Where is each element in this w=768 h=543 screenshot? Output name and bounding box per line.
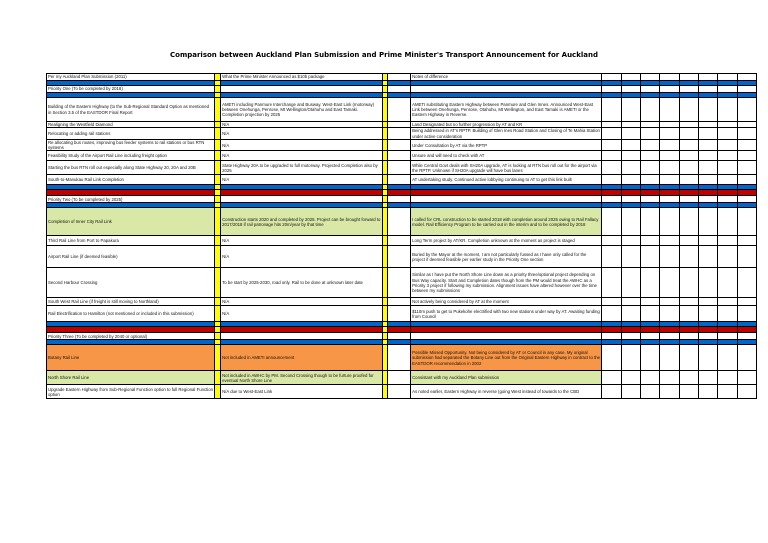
- spacer-cell: [679, 86, 698, 93]
- spacer-cell: [718, 333, 737, 340]
- p3-row-0-col2: Not included in AMETI announcement: [221, 345, 383, 371]
- p2-row-5-col3: $110m push to get to Pukekohe electrified with two new stations under way by AT. Awaiting funding from Council: [411, 306, 602, 322]
- spacer-cell: [718, 196, 737, 203]
- spacer-cell: [640, 385, 659, 399]
- document-title: Comparison between Auckland Plan Submission and Prime Minister's Transport Announcement for Auckland: [170, 51, 598, 59]
- spacer-cell: [718, 175, 737, 185]
- p2-row-4-col1: South West Rail Line (if freight is still moving to Northland): [47, 298, 215, 306]
- table-row: [47, 151, 757, 161]
- spacer-cell: [388, 128, 411, 140]
- spacer-cell: [388, 268, 411, 298]
- spacer-cell: [660, 306, 679, 322]
- spacer-cell: [602, 333, 621, 340]
- spacer-cell: [602, 268, 621, 298]
- p2-row-3-col2: To be start by 2025-2030, road only. Rail to be done at unknown later date: [221, 268, 383, 298]
- p2-row-2-col1: Airport Rail Line (if deemed feasible): [47, 246, 215, 268]
- spacer-cell: [660, 196, 679, 203]
- spacer-cell: [621, 306, 640, 322]
- spacer-cell: [660, 345, 679, 371]
- table-row: [47, 306, 757, 322]
- spacer-cell: [660, 74, 679, 81]
- table-row: [47, 236, 757, 246]
- p2-row-2-col3: Buried by the Mayor at the moment, I am not particularly fussed as I have only called for the project if deemed feasible per earlier study in the Priority One section: [411, 246, 602, 268]
- spacer-cell: [737, 246, 756, 268]
- spacer-cell: [621, 74, 640, 81]
- spacer-cell: [388, 139, 411, 151]
- p3-row-1-col1: North Shore Rail Line: [47, 371, 215, 385]
- table-body: [47, 74, 757, 399]
- spacer-cell: [411, 333, 602, 340]
- spacer-cell: [698, 128, 717, 140]
- priority-one-row: [47, 86, 757, 93]
- spacer-cell: [602, 345, 621, 371]
- spacer-cell: [660, 175, 679, 185]
- spacer-cell: [621, 268, 640, 298]
- spacer-cell: [640, 208, 659, 236]
- spacer-cell: [388, 86, 411, 93]
- spacer-cell: [698, 74, 717, 81]
- spacer-cell: [737, 175, 756, 185]
- spacer-cell: [640, 151, 659, 161]
- p2-row-1-col2: N/A: [221, 236, 383, 246]
- p2-row-4-col2: N/A: [221, 298, 383, 306]
- spacer-cell: [718, 128, 737, 140]
- spacer-cell: [660, 139, 679, 151]
- spacer-cell: [718, 345, 737, 371]
- spacer-cell: [698, 151, 717, 161]
- spacer-cell: [388, 306, 411, 322]
- table-row: [47, 98, 757, 122]
- p1-row-2-col1: Relocating or adding rail stations: [47, 128, 215, 140]
- spacer-cell: [621, 333, 640, 340]
- p1-row-1-col2: N/A: [221, 122, 383, 128]
- spacer-cell: [679, 345, 698, 371]
- p3-row-0-col1: Botany Rail Line: [47, 345, 215, 371]
- spacer-cell: [602, 128, 621, 140]
- spacer-cell: [640, 139, 659, 151]
- spacer-cell: [660, 268, 679, 298]
- table-row: [47, 175, 757, 185]
- p1-row-5-col1: Starting the bus RTN roll out especially along State Highway 20, 20A and 20B: [47, 161, 215, 175]
- spacer-cell: [737, 139, 756, 151]
- spacer-cell: [621, 246, 640, 268]
- spacer-cell: [679, 385, 698, 399]
- p3-row-1-col3: Consistant with my Auckland Plan submission: [411, 371, 602, 385]
- spacer-cell: [640, 298, 659, 306]
- spacer-cell: [698, 86, 717, 93]
- table-row: [47, 208, 757, 236]
- spacer-cell: [640, 345, 659, 371]
- spacer-cell: [640, 98, 659, 122]
- p2-row-5-col2: N/A: [221, 306, 383, 322]
- spacer-cell: [640, 246, 659, 268]
- spacer-cell: [660, 371, 679, 385]
- header-col1: Per my Auckland Plan Submission (2011): [47, 74, 215, 81]
- p1-row-4-col3: Unsure and will need to check with AT: [411, 151, 602, 161]
- p1-row-3-col2: N/A: [221, 139, 383, 151]
- spacer-cell: [718, 208, 737, 236]
- spacer-cell: [698, 246, 717, 268]
- spacer-cell: [602, 306, 621, 322]
- spacer-cell: [621, 385, 640, 399]
- p1-row-3-col1: Re allocating bus routes, improving bus feeder systems to rail stations or bus RTN systems: [47, 139, 215, 151]
- spacer-cell: [698, 298, 717, 306]
- spacer-cell: [698, 333, 717, 340]
- spacer-cell: [640, 86, 659, 93]
- spacer-cell: [621, 208, 640, 236]
- spacer-cell: [718, 385, 737, 399]
- spacer-cell: [660, 236, 679, 246]
- p2-row-1-col1: Third Rail Line from Port to Papakura: [47, 236, 215, 246]
- spacer-cell: [679, 306, 698, 322]
- spacer-cell: [660, 298, 679, 306]
- spacer-cell: [737, 86, 756, 93]
- p3-row-2-col1: Upgrade Eastern Highway from Sub-Regional Function option to full Regional Function option: [48, 386, 214, 397]
- p1-row-2-col3: Being addressed in AT's RPTP. Building of Glen Ines Road Station and Closing of Te Mahia Station under active consideration: [412, 128, 600, 139]
- spacer-cell: [718, 268, 737, 298]
- spacer-cell: [679, 371, 698, 385]
- spacer-cell: [221, 333, 383, 340]
- spacer-cell: [737, 333, 756, 340]
- spacer-cell: [660, 246, 679, 268]
- p1-row-6-col1: South-to-Manukau Rail Link Completion: [47, 175, 215, 185]
- spacer-cell: [660, 333, 679, 340]
- spacer-cell: [602, 98, 621, 122]
- spacer-cell: [602, 151, 621, 161]
- spacer-cell: [221, 196, 383, 203]
- p1-row-4-col2: N/A: [221, 151, 383, 161]
- p2-row-1-col3: Long Term project by AT/KR. Completion unknown at the moment as project is staged: [411, 236, 602, 246]
- spacer-cell: [737, 371, 756, 385]
- spacer-cell: [388, 74, 411, 81]
- spacer-cell: [698, 175, 717, 185]
- spacer-cell: [698, 161, 717, 175]
- priority-one-col1: Priority One (To be completed by 2018): [47, 86, 215, 93]
- table-row: [47, 128, 757, 140]
- spacer-cell: [660, 385, 679, 399]
- spacer-cell: [737, 385, 756, 399]
- spacer-cell: [621, 371, 640, 385]
- spacer-cell: [718, 98, 737, 122]
- spacer-cell: [602, 371, 621, 385]
- spacer-cell: [660, 98, 679, 122]
- spacer-cell: [388, 246, 411, 268]
- spacer-cell: [388, 298, 411, 306]
- spacer-cell: [388, 151, 411, 161]
- spacer-cell: [602, 139, 621, 151]
- priority-two-col1: Priority Two (To be completed by 2025): [47, 196, 215, 203]
- spacer-cell: [737, 74, 756, 81]
- spacer-cell: [388, 345, 411, 371]
- spacer-cell: [660, 86, 679, 93]
- spacer-cell: [718, 139, 737, 151]
- spacer-cell: [698, 306, 717, 322]
- spacer-cell: [698, 208, 717, 236]
- spacer-cell: [640, 175, 659, 185]
- priority-three-col1: Priority Three (To be completed by 2040 or optional): [47, 333, 215, 340]
- spacer-cell: [679, 74, 698, 81]
- spacer-cell: [679, 298, 698, 306]
- spacer-cell: [679, 208, 698, 236]
- spacer-cell: [718, 151, 737, 161]
- spacer-cell: [679, 333, 698, 340]
- spacer-cell: [621, 128, 640, 140]
- spacer-cell: [679, 128, 698, 140]
- spacer-cell: [718, 371, 737, 385]
- spacer-cell: [679, 268, 698, 298]
- spacer-cell: [640, 268, 659, 298]
- spacer-cell: [621, 161, 640, 175]
- spacer-cell: [660, 208, 679, 236]
- table-row: [47, 246, 757, 268]
- p1-row-5-col2: State Highway 20A to be upgraded to full motorway. Projected Completion also by 2025: [221, 161, 383, 175]
- spacer-cell: [679, 175, 698, 185]
- spacer-cell: [602, 208, 621, 236]
- table-row: [47, 161, 757, 175]
- priority-two-row: [47, 196, 757, 203]
- spacer-cell: [640, 371, 659, 385]
- table-row: [47, 345, 757, 371]
- p3-row-2-col3: As noted earlier, Eastern Highway in reverse (going West instead of towards to the CBD: [411, 385, 602, 399]
- table-row: [47, 371, 757, 385]
- header-col2: What the Prime Minister Announced as $10b package: [221, 74, 383, 81]
- spacer-cell: [698, 98, 717, 122]
- spacer-cell: [602, 175, 621, 185]
- spacer-cell: [621, 151, 640, 161]
- spacer-cell: [698, 345, 717, 371]
- spacer-cell: [640, 333, 659, 340]
- spacer-cell: [221, 86, 383, 93]
- spacer-cell: [718, 161, 737, 175]
- spacer-cell: [640, 196, 659, 203]
- priority-three-row: [47, 333, 757, 340]
- spacer-cell: [679, 236, 698, 246]
- spacer-cell: [718, 86, 737, 93]
- p2-row-0-col1: Completion of Inner City Rail Link: [47, 208, 215, 236]
- p1-row-5-col3: While Central Govt deals with SH20A upgrade, AT is looking at RTN bus roll out for the airport via the RPTP. Unknown if SH20A upgrade will have bus lanes: [411, 161, 602, 175]
- spacer-cell: [621, 98, 640, 122]
- spacer-cell: [388, 236, 411, 246]
- table-row: [47, 268, 757, 298]
- p3-row-1-col2: Not included in AWHC by PM. Second Crossing though to be furture proofed for eventual North Shore Line: [221, 371, 383, 385]
- p1-row-3-col3: Under Consultation by AT via the RPTP: [411, 139, 602, 151]
- spacer-cell: [660, 128, 679, 140]
- spacer-cell: [718, 298, 737, 306]
- spacer-cell: [388, 371, 411, 385]
- spacer-cell: [411, 196, 602, 203]
- p2-row-4-col3: Not actively being considered by AT at the moment: [411, 298, 602, 306]
- spacer-cell: [388, 98, 411, 122]
- spacer-cell: [737, 196, 756, 203]
- spacer-cell: [737, 161, 756, 175]
- spacer-cell: [718, 236, 737, 246]
- p3-row-0-col3: Possible Missed Opportunity. Not being considered by AT or Council in any case. My original submission had separated the Botany Line out from the Original Eastern Highway in contract to the EASTDOR recommendation in 2002: [411, 345, 602, 371]
- spacer-cell: [388, 175, 411, 185]
- spacer-cell: [388, 385, 411, 399]
- spacer-cell: [698, 236, 717, 246]
- spacer-cell: [698, 385, 717, 399]
- spacer-cell: [621, 86, 640, 93]
- spacer-cell: [679, 246, 698, 268]
- spacer-cell: [602, 161, 621, 175]
- spacer-cell: [640, 128, 659, 140]
- spacer-cell: [602, 246, 621, 268]
- spacer-cell: [718, 306, 737, 322]
- spacer-cell: [660, 151, 679, 161]
- p1-row-6-col2: N/A: [221, 175, 383, 185]
- spacer-cell: [718, 74, 737, 81]
- spacer-cell: [640, 74, 659, 81]
- spacer-cell: [737, 151, 756, 161]
- spacer-cell: [388, 161, 411, 175]
- spacer-cell: [621, 175, 640, 185]
- spacer-cell: [602, 86, 621, 93]
- p2-row-0-col3: I called for CRL construction to be started 2018 with completion around 2025 owing to Rail Fallacy model. Rail Efficiency Program to be carried out in the interim and to be completed by 2018: [411, 208, 602, 236]
- spacer-cell: [679, 139, 698, 151]
- spacer-cell: [737, 236, 756, 246]
- header-row: [47, 74, 757, 81]
- spacer-cell: [737, 208, 756, 236]
- table-row: [47, 298, 757, 306]
- p1-row-1-col3: Land Designated but no further progression by AT and KR: [411, 122, 602, 128]
- spacer-cell: [388, 208, 411, 236]
- spacer-cell: [698, 371, 717, 385]
- spacer-cell: [388, 333, 411, 340]
- spacer-cell: [737, 268, 756, 298]
- p2-row-2-col2: N/A: [221, 246, 383, 268]
- spacer-cell: [602, 196, 621, 203]
- spacer-cell: [679, 98, 698, 122]
- p2-row-0-col2: Construction starts 2020 and completed by 2025. Project can be brought forward to 2017/2018 if rail patronage hits 20m/year by that time: [221, 208, 383, 236]
- comparison-table: [46, 73, 757, 399]
- spacer-cell: [621, 345, 640, 371]
- spacer-cell: [737, 345, 756, 371]
- p2-row-3-col3: Similar as I have put the North Shore Line down as a priority three/optional project depending on Bus Way capacity. Start and Completion dates though from the PM would treat the AWHC as a Priority 3 project if following my submission. Alignment issues have altered however over the time between my submissions: [411, 268, 602, 298]
- spacer-cell: [737, 298, 756, 306]
- spacer-cell: [621, 236, 640, 246]
- spacer-cell: [388, 196, 411, 203]
- spacer-cell: [602, 74, 621, 81]
- spacer-cell: [679, 161, 698, 175]
- p1-row-6-col3: AT undertaking study. Continued active lobbying continuing to AT to get this link built: [411, 175, 602, 185]
- header-col3: Notes of difference: [411, 74, 602, 81]
- p1-row-0-col1: Building of the Eastern Highway (to the Sub-Regional Standard Option as mentioned in Section 3.5 of the EASTDOR Final Report: [47, 98, 215, 122]
- p1-row-0-col2: AMETI including Panmure Interchange and Busway. West-East Link (motorway) between Onehunga, Penrose, Mt Wellington/Otahuhu and East Tamaki. Completion projection by 2025: [221, 98, 383, 122]
- spacer-cell: [737, 98, 756, 122]
- spacer-cell: [602, 298, 621, 306]
- spacer-cell: [621, 196, 640, 203]
- spacer-cell: [718, 246, 737, 268]
- spacer-cell: [679, 151, 698, 161]
- spacer-cell: [698, 196, 717, 203]
- table-row: [47, 385, 757, 399]
- p1-row-4-col1: Feasibility Study of the Airport Rail Line including freight option: [47, 151, 215, 161]
- spacer-cell: [621, 139, 640, 151]
- spacer-cell: [602, 236, 621, 246]
- spacer-cell: [698, 139, 717, 151]
- p1-row-1-col1: Realigning the Westfield Diamond: [47, 122, 215, 128]
- spacer-cell: [640, 306, 659, 322]
- spacer-cell: [737, 306, 756, 322]
- spacer-cell: [698, 268, 717, 298]
- table-row: [47, 139, 757, 151]
- spacer-cell: [411, 86, 602, 93]
- spacer-cell: [621, 298, 640, 306]
- spacer-cell: [737, 128, 756, 140]
- p1-row-2-col2: N/A: [221, 128, 383, 140]
- p2-row-3-col1: Second Harbour Crossing: [47, 268, 215, 298]
- spacer-cell: [660, 161, 679, 175]
- spacer-cell: [640, 236, 659, 246]
- p3-row-2-col2: N/A due to West-East Link: [221, 385, 383, 399]
- spacer-cell: [602, 385, 621, 399]
- spacer-cell: [640, 161, 659, 175]
- spacer-cell: [679, 196, 698, 203]
- p2-row-5-col1: Rail Electrification to Hamilton (not mentioned or included in this submission): [47, 306, 215, 322]
- p1-row-0-col3: AMETI substituting Eastern Highway between Panmure and Glen Innes. Announced West-East Link between Onehunga, Penrose, Otahuhu, Mt Wellington, and East Tamaki is AMETI or the Eastern Highway in Reverse.: [411, 98, 602, 122]
